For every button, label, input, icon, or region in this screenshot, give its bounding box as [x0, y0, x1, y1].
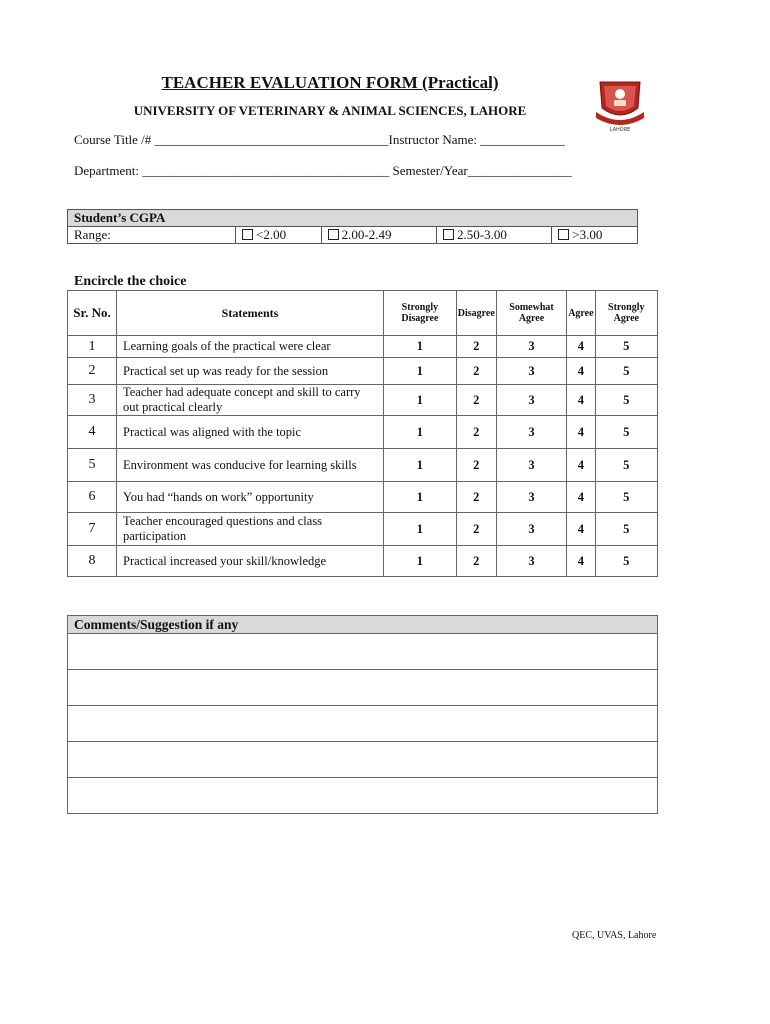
col-disagree: Disagree	[456, 291, 496, 336]
rating-choice-2[interactable]: 2	[456, 513, 496, 546]
col-strongly-disagree: Strongly Disagree	[384, 291, 457, 336]
row-number: 7	[68, 513, 117, 546]
row-number: 2	[68, 358, 117, 385]
evaluation-row	[68, 482, 658, 513]
rating-choice-1[interactable]: 1	[384, 336, 457, 358]
cgpa-option-1[interactable]: <2.00	[236, 227, 322, 244]
comments-title: Comments/Suggestion if any	[68, 616, 658, 634]
cgpa-option-3[interactable]: 2.50-3.00	[436, 227, 551, 244]
col-sr-no: Sr. No.	[68, 291, 117, 336]
rating-choice-5[interactable]: 5	[595, 416, 657, 449]
rating-choice-2[interactable]: 2	[456, 449, 496, 482]
checkbox-icon[interactable]	[443, 229, 454, 240]
row-number: 1	[68, 336, 117, 358]
statement-text: Teacher encouraged questions and class participation	[117, 513, 384, 546]
statement-text: Environment was conducive for learning skills	[117, 449, 384, 482]
evaluation-row	[68, 358, 658, 385]
evaluation-row	[68, 416, 658, 449]
rating-choice-4[interactable]: 4	[567, 416, 595, 449]
department-semester-field[interactable]: Department: ______________________________________ Semester/Year________________	[74, 163, 572, 178]
cgpa-option-2[interactable]: 2.00-2.49	[321, 227, 436, 244]
rating-choice-3[interactable]: 3	[496, 482, 566, 513]
comment-line[interactable]	[68, 742, 658, 778]
evaluation-table	[67, 290, 658, 577]
logo-caption: LAHORE	[609, 127, 631, 133]
rating-choice-5[interactable]: 5	[595, 385, 657, 416]
rating-choice-2[interactable]: 2	[456, 358, 496, 385]
checkbox-icon[interactable]	[558, 229, 569, 240]
rating-choice-2[interactable]: 2	[456, 336, 496, 358]
row-number: 8	[68, 546, 117, 577]
rating-choice-4[interactable]: 4	[567, 513, 595, 546]
evaluation-row	[68, 513, 658, 546]
rating-choice-5[interactable]: 5	[595, 449, 657, 482]
rating-choice-5[interactable]: 5	[595, 358, 657, 385]
rating-choice-1[interactable]: 1	[384, 358, 457, 385]
rating-choice-1[interactable]: 1	[384, 385, 457, 416]
evaluation-row	[68, 385, 658, 416]
rating-choice-4[interactable]: 4	[567, 358, 595, 385]
rating-choice-5[interactable]: 5	[595, 513, 657, 546]
rating-choice-2[interactable]: 2	[456, 482, 496, 513]
rating-choice-3[interactable]: 3	[496, 385, 566, 416]
rating-choice-1[interactable]: 1	[384, 449, 457, 482]
cgpa-range-label: Range:	[68, 227, 236, 244]
statement-text: Learning goals of the practical were clear	[117, 336, 384, 358]
col-statements: Statements	[117, 291, 384, 336]
rating-choice-2[interactable]: 2	[456, 416, 496, 449]
rating-choice-3[interactable]: 3	[496, 449, 566, 482]
cgpa-title: Student’s CGPA	[68, 210, 638, 227]
rating-choice-3[interactable]: 3	[496, 416, 566, 449]
evaluation-row	[68, 546, 658, 577]
checkbox-icon[interactable]	[242, 229, 253, 240]
col-somewhat-agree: Somewhat Agree	[496, 291, 566, 336]
rating-choice-2[interactable]: 2	[456, 546, 496, 577]
rating-choice-4[interactable]: 4	[567, 449, 595, 482]
rating-choice-3[interactable]: 3	[496, 546, 566, 577]
rating-choice-4[interactable]: 4	[567, 546, 595, 577]
cgpa-option-4[interactable]: >3.00	[552, 227, 638, 244]
rating-choice-5[interactable]: 5	[595, 336, 657, 358]
rating-choice-5[interactable]: 5	[595, 482, 657, 513]
cgpa-table	[67, 209, 638, 244]
form-title: TEACHER EVALUATION FORM (Practical)	[161, 73, 499, 92]
rating-choice-2[interactable]: 2	[456, 385, 496, 416]
comment-line[interactable]	[68, 634, 658, 670]
evaluation-row	[68, 336, 658, 358]
rating-choice-1[interactable]: 1	[384, 416, 457, 449]
comment-line[interactable]	[68, 778, 658, 814]
encircle-instruction: Encircle the choice	[74, 274, 187, 289]
rating-choice-4[interactable]: 4	[567, 385, 595, 416]
statement-text: Teacher had adequate concept and skill to carry out practical clearly	[117, 385, 384, 416]
rating-choice-1[interactable]: 1	[384, 513, 457, 546]
university-name: UNIVERSITY OF VETERINARY & ANIMAL SCIENCES, LAHORE	[133, 103, 527, 118]
row-number: 4	[68, 416, 117, 449]
row-number: 3	[68, 385, 117, 416]
comment-line[interactable]	[68, 670, 658, 706]
footer-text: QEC, UVAS, Lahore	[572, 930, 657, 941]
statement-text: Practical increased your skill/knowledge	[117, 546, 384, 577]
row-number: 5	[68, 449, 117, 482]
statement-text: Practical set up was ready for the session	[117, 358, 384, 385]
evaluation-row	[68, 449, 658, 482]
rating-choice-3[interactable]: 3	[496, 358, 566, 385]
rating-choice-5[interactable]: 5	[595, 546, 657, 577]
rating-choice-4[interactable]: 4	[567, 482, 595, 513]
statement-text: You had “hands on work” opportunity	[117, 482, 384, 513]
comments-table	[67, 615, 658, 814]
rating-choice-1[interactable]: 1	[384, 482, 457, 513]
rating-choice-1[interactable]: 1	[384, 546, 457, 577]
statement-text: Practical was aligned with the topic	[117, 416, 384, 449]
col-strongly-agree: Strongly Agree	[595, 291, 657, 336]
row-number: 6	[68, 482, 117, 513]
col-agree: Agree	[567, 291, 595, 336]
university-crest-logo	[592, 76, 648, 134]
rating-choice-3[interactable]: 3	[496, 336, 566, 358]
rating-choice-4[interactable]: 4	[567, 336, 595, 358]
rating-choice-3[interactable]: 3	[496, 513, 566, 546]
course-instructor-field[interactable]: Course Title /# ____________________________________Instructor Name: _____________	[74, 132, 565, 147]
checkbox-icon[interactable]	[328, 229, 339, 240]
comment-line[interactable]	[68, 706, 658, 742]
